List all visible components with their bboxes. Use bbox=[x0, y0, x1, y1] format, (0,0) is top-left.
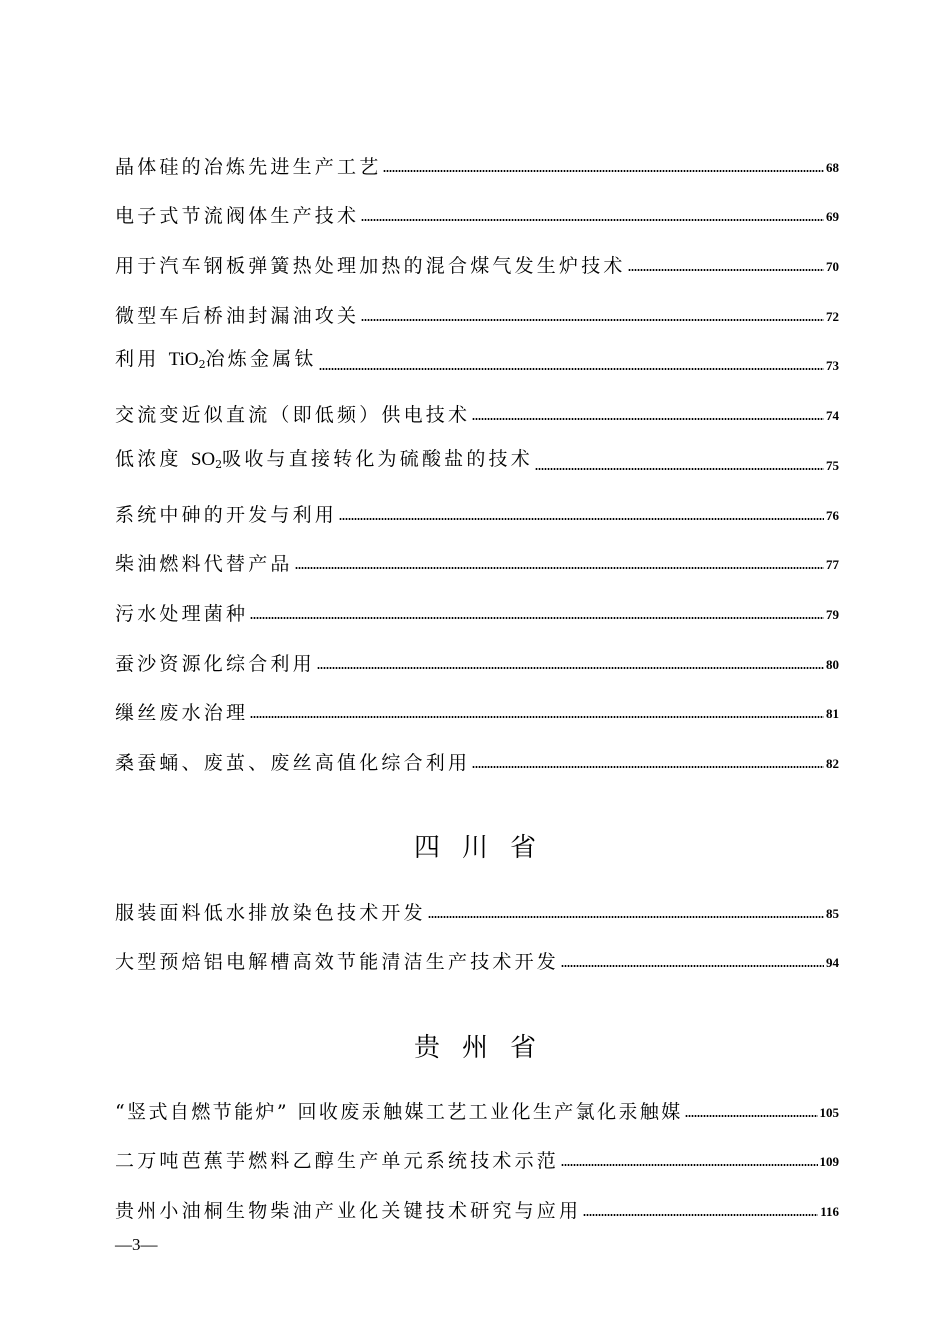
toc-entry-title-suffix: 冶炼金属钛 bbox=[205, 348, 317, 371]
toc-entry[interactable] bbox=[115, 924, 839, 974]
toc-entry-page: 105 bbox=[819, 1104, 839, 1120]
toc-entry-title: 系统中砷的开发与利用 bbox=[115, 503, 338, 526]
dot-leader bbox=[295, 566, 824, 570]
toc-entry-page: 80 bbox=[826, 656, 839, 672]
toc-entry-title: 电子式节流阀体生产技术 bbox=[115, 205, 360, 228]
toc-entry[interactable] bbox=[115, 277, 839, 327]
toc-entry-title bbox=[115, 348, 317, 376]
toc-entry[interactable] bbox=[115, 128, 839, 178]
toc-entry[interactable] bbox=[115, 376, 839, 426]
toc-entry[interactable] bbox=[115, 178, 839, 228]
toc-entry-page: 94 bbox=[826, 955, 839, 971]
toc-entry[interactable] bbox=[115, 1073, 839, 1123]
dot-leader bbox=[472, 417, 824, 421]
toc-section-continued bbox=[115, 128, 839, 774]
toc-entry-title: 大型预焙铝电解槽高效节能清洁生产技术开发 bbox=[115, 951, 560, 974]
dot-leader bbox=[628, 268, 824, 272]
dot-leader bbox=[561, 1163, 817, 1167]
chemical-formula: TiO bbox=[168, 349, 199, 371]
toc-entry-title: 蚕沙资源化综合利用 bbox=[115, 652, 315, 675]
dot-leader bbox=[535, 467, 824, 471]
toc-entry-page: 77 bbox=[826, 557, 839, 573]
toc-entry-title: 贵州小油桐生物柴油产业化关键技术研究与应用 bbox=[115, 1200, 582, 1223]
dot-leader bbox=[583, 1213, 818, 1217]
toc-entry[interactable] bbox=[115, 675, 839, 725]
toc-entry-title: 晶体硅的冶炼先进生产工艺 bbox=[115, 155, 382, 178]
toc-entry-page: 76 bbox=[826, 507, 839, 523]
toc-entry-title: 桑蚕蛹、废茧、废丝高值化综合利用 bbox=[115, 751, 471, 774]
chemical-subscript: 2 bbox=[215, 457, 223, 471]
toc-entry-title: 二万吨芭蕉芋燃料乙醇生产单元系统技术示范 bbox=[115, 1150, 560, 1173]
dot-leader bbox=[250, 616, 824, 620]
dot-leader bbox=[383, 169, 824, 173]
toc-entry[interactable] bbox=[115, 1172, 839, 1222]
toc-entry[interactable] bbox=[115, 476, 839, 526]
toc-entry[interactable] bbox=[115, 327, 839, 377]
dot-leader bbox=[361, 218, 824, 222]
toc-entry[interactable] bbox=[115, 526, 839, 576]
toc-entry-page: 82 bbox=[826, 755, 839, 771]
toc-entry-page: 79 bbox=[826, 606, 839, 622]
toc-entry-title: 用于汽车钢板弹簧热处理加热的混合煤气发生炉技术 bbox=[115, 255, 626, 278]
dot-leader bbox=[472, 765, 824, 769]
toc-entry-page: 68 bbox=[826, 159, 839, 175]
chemical-subscript: 2 bbox=[198, 358, 206, 372]
toc-entry-page: 85 bbox=[826, 905, 839, 921]
toc-entry[interactable] bbox=[115, 625, 839, 675]
toc-entry-page: 70 bbox=[826, 259, 839, 275]
toc-entry-title-prefix: 利用 bbox=[115, 348, 169, 371]
toc-section-guizhou bbox=[115, 1073, 839, 1222]
dot-leader bbox=[428, 915, 824, 919]
toc-entry-title-prefix: 低浓度 bbox=[115, 447, 191, 470]
toc-entry-title: 柴油燃料代替产品 bbox=[115, 553, 293, 576]
toc-entry-title: 微型车后桥油封漏油攻关 bbox=[115, 304, 360, 327]
toc-entry-page: 72 bbox=[826, 308, 839, 324]
toc-section-sichuan bbox=[115, 874, 839, 973]
toc-entry-title: 缫丝废水治理 bbox=[115, 702, 249, 725]
toc-entry[interactable] bbox=[115, 227, 839, 277]
toc-entry[interactable] bbox=[115, 1123, 839, 1173]
dot-leader bbox=[250, 715, 824, 719]
toc-entry[interactable] bbox=[115, 575, 839, 625]
toc-entry-title: “竖式自燃节能炉” 回收废汞触媒工艺工业化生产氯化汞触媒 bbox=[115, 1100, 683, 1123]
dot-leader bbox=[361, 318, 824, 322]
dot-leader bbox=[685, 1114, 818, 1118]
toc-entry-page: 109 bbox=[819, 1154, 839, 1170]
dot-leader bbox=[319, 367, 824, 371]
toc-entry-page: 74 bbox=[826, 408, 839, 424]
toc-entry-title: 污水处理菌种 bbox=[115, 602, 249, 625]
toc-entry-page: 73 bbox=[826, 358, 839, 374]
page-number: —3— bbox=[115, 1235, 158, 1254]
toc-entry[interactable] bbox=[115, 874, 839, 924]
section-heading-guizhou: 贵州省 bbox=[413, 1033, 558, 1063]
toc-entry-title: 服装面料低水排放染色技术开发 bbox=[115, 901, 426, 924]
toc-entry-page: 116 bbox=[820, 1204, 839, 1220]
toc-entry-title: 交流变近似直流（即低频）供电技术 bbox=[115, 404, 471, 427]
toc-entry-page: 69 bbox=[826, 209, 839, 225]
toc-entry[interactable] bbox=[115, 724, 839, 774]
section-heading-sichuan: 四川省 bbox=[413, 833, 558, 863]
dot-leader bbox=[339, 517, 824, 521]
toc-entry-page: 75 bbox=[826, 457, 839, 473]
dot-leader bbox=[561, 964, 824, 968]
toc-entry-title bbox=[115, 448, 533, 476]
toc-entry[interactable] bbox=[115, 426, 839, 476]
dot-leader bbox=[317, 666, 824, 670]
chemical-formula: SO bbox=[190, 448, 216, 470]
toc-entry-page: 81 bbox=[826, 706, 839, 722]
toc-entry-title-suffix: 吸收与直接转化为硫酸盐的技术 bbox=[222, 447, 533, 470]
